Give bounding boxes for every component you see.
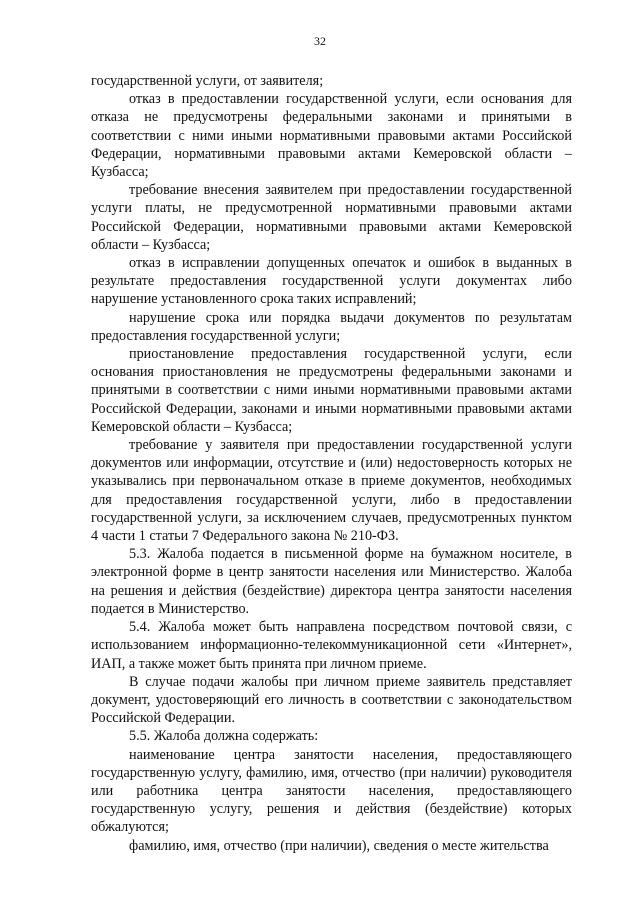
paragraph-typo-correction: отказ в исправлении допущенных опечаток и ошибок в выданных в результате предоставления государственной услуги документах либо нарушение установленного срока таких исправлений; [91, 255, 572, 308]
paragraph-5-4: 5.4. Жалоба может быть направлена посредством почтовой связи, с использованием информационно-телекоммуникационной сети «Интернет», ИАП, а также может быть принята при личном приеме. [91, 619, 572, 672]
document-body [91, 72, 572, 855]
paragraph-center-name: наименование центра занятости населения, предоставляющего государственную услугу, фамилию, имя, отчество (при наличии) руководителя или работника центра занятости населения, предоставляющего государственную услугу, решения и действия (бездействие) которых обжалуются; [91, 746, 572, 836]
paragraph-applicant-details: фамилию, имя, отчество (при наличии), сведения о месте жительства [129, 837, 549, 854]
paragraph-refusal-grounds: отказ в предоставлении государственной услуги, если основания для отказа не предусмотрены федеральными законами и принятыми в соответствии с ними иными нормативными правовыми актами Российской Федерации, нормативными правовыми актами Кемеровской области – Кузбасса; [91, 91, 572, 181]
paragraph-document-requirement: требование у заявителя при предоставлении государственной услуги документов или информации, отсутствие и (или) недостоверность которых не указывались при первоначальном отказе в приеме документов, необходимых для предоставления государственной услуги, либо в предоставлении государственной услуги, за исключением случаев, предусмотренных пунктом 4 части 1 статьи 7 Федерального закона № 210-ФЗ. [91, 437, 572, 545]
paragraph-personal-reception: В случае подачи жалобы при личном приеме заявитель представляет документ, удостоверяющий его личность в соответствии с законодательством Российской Федерации. [91, 673, 572, 727]
page-number: 32 [314, 34, 326, 48]
paragraph-issuance-violation: нарушение срока или порядка выдачи документов по результатам предоставления государственной услуги; [91, 309, 572, 344]
paragraph-fee-requirement: требование внесения заявителем при предоставлении государственной услуги платы, не предусмотренной нормативными правовыми актами Российской Федерации, нормативными правовыми актами Кемеровской области – Кузбасса; [91, 182, 572, 253]
paragraph-continuation: государственной услуги, от заявителя; [91, 73, 324, 89]
paragraph-5-3: 5.3. Жалоба подается в письменной форме на бумажном носителе, в электронной форме в центр занятости населения или Министерство. Жалоба на решения и действия (бездействие) директора центра занятости населения подается в Министерство. [91, 546, 572, 617]
paragraph-suspension: приостановление предоставления государственной услуги, если основания приостановления не предусмотрены федеральными законами и принятыми в соответствии с ними иными нормативными правовыми актами Российской Федерации, законами и иными нормативными правовыми актами Кемеровской области – Кузбасса; [91, 346, 572, 435]
paragraph-5-5: 5.5. Жалоба должна содержать: [129, 728, 319, 745]
